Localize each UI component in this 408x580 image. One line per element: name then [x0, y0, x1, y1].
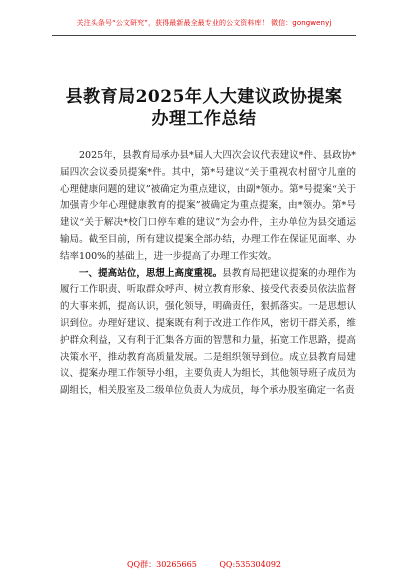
- document-title-line2: 办理工作总结: [151, 109, 257, 129]
- section1-text: 县教育局把建议提案的办理作为履行工作职责、听取群众呼声、树立教育形象、接受代表委员依法监督的大事来抓，提高认识，强化领导，明确责任，狠抓落实。一是思想认识到位。办理好建议、提案既有利于改进工作作风，密切干群关系，维护群众利益，又有利于汇集各方面的智慧和力量，拓宽工作思路，提高决策水平，推动教育高质量发展。二是组织领导到位。成立县教育局建议、提案办理工作领导小组，主要负责人为组长，其他领导班子成员为副组长，相关股室及二级单位负责人为成员，每个承办股室确定一名责: [60, 267, 356, 397]
- intro-paragraph: 2025年，县教育局承办县*届人大四次会议代表建议*件、县政协*届四次会议委员提案*件。其中，第*号建议“关于重视农村留守儿童的心理健康问题的建议”被确定为重点建议，由副*领办。第*号提案“关于加强青少年心理健康教育的提案”被确定为重点提案，由*领办。第*号建议“关于解决*校门口停车难的建议”为会办件，主办单位为县交通运输局。截至目前，所有建议提案全部办结，办理工作在保证见面率、办结率100%的基础上，进一步提高了办理工作实效。: [60, 150, 356, 262]
- document-title-line1: 县教育局2025年人大建议政协提案: [65, 87, 343, 107]
- header-banner: 关注头条号“公文研究”，获得最新最全最专业的公文资料库！ 微信：gongwenyj: [76, 19, 332, 27]
- section1-paragraph: [60, 266, 356, 400]
- header-divider: [52, 35, 356, 36]
- footer-qq-group: QQ群：30265665: [126, 560, 197, 569]
- footer-qq: QQ:535304092: [219, 560, 281, 569]
- footer-contact: [0, 559, 408, 570]
- section1-heading: 一、提高站位，思想上高度重视。: [79, 267, 223, 279]
- document-body: [60, 148, 356, 400]
